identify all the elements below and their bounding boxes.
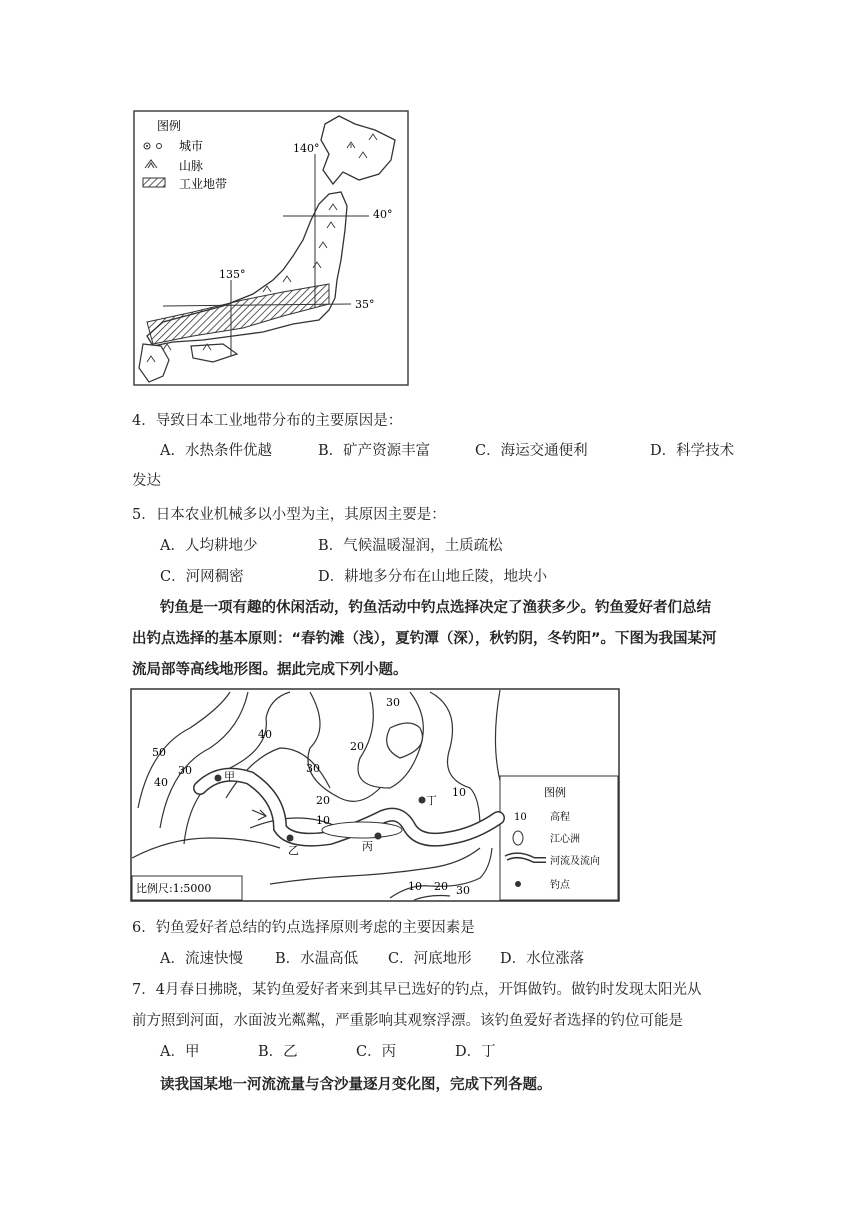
spot-yi-label: 乙 [288,844,299,857]
contour-label: 10 [408,880,422,893]
q7-option-d: D．丁 [455,1044,496,1060]
contour-label: 30 [386,696,400,709]
japan-map-figure [133,110,409,386]
spot-ding-label: 丁 [426,794,437,807]
spot-bing-marker [375,833,382,840]
legend-mountain: 山脉 [179,159,204,173]
q7-stem-line1: 7．4月春日拂晓，某钓鱼爱好者来到其早已选好的钓点，开饵做钓。做钓时发现太阳光从 [132,982,702,998]
q4-option-d-cont: 发达 [132,473,161,489]
legend-city: 城市 [179,139,204,153]
q6-option-c: C．河底地形 [388,951,472,967]
q4-option-c: C．海运交通便利 [475,443,588,459]
q5-stem: 5．日本农业机械多以小型为主，其原因主要是： [132,507,446,523]
contour-label: 50 [152,746,166,759]
japan-map [133,110,409,386]
lat-40-label: 40° [373,208,393,221]
legend-island: 江心洲 [550,834,580,845]
spot-bing-label: 丙 [362,840,373,853]
q7-stem-line2: 前方照到河面，水面波光粼粼，严重影响其观察浮漂。该钓鱼爱好者选择的钓位可能是 [132,1013,683,1029]
lon-140-label: 140° [293,142,320,155]
river-island [322,822,402,838]
passage2: 读我国某地一河流流量与含沙量逐月变化图，完成下列各题。 [160,1077,552,1093]
spot-yi-marker [287,835,294,842]
contour-label: 40 [154,776,168,789]
q5-option-d: D．耕地多分布在山地丘陵，地块小 [318,569,548,585]
q7-option-a: A．甲 [160,1044,200,1060]
contour-map-figure [130,688,620,902]
q6-stem: 6．钓鱼爱好者总结的钓点选择原则考虑的主要因素是 [132,920,475,936]
q4-option-d: D．科学技术 [650,443,735,459]
q6-option-d: D．水位涨落 [500,951,585,967]
contour-label: 20 [434,880,448,893]
spot-ding-marker [419,797,426,804]
legend-elev-num: 10 [514,812,527,823]
contour-label: 20 [350,740,364,753]
contour-map [130,688,620,902]
contour-label: 30 [178,764,192,777]
legend-spot: 钓点 [550,880,570,891]
contour-label: 30 [306,762,320,775]
spot-jia-label: 甲 [224,770,235,783]
spot-legend-icon [515,881,521,887]
legend-elev: 高程 [550,812,570,823]
q4-option-a: A．水热条件优越 [160,443,272,459]
q5-option-c: C．河网稠密 [160,569,244,585]
industry-legend-swatch [143,178,165,187]
island-legend-icon [513,831,523,845]
q5-option-b: B．气候温暖湿润，土质疏松 [318,538,503,554]
contour-label: 30 [456,884,470,897]
contour-label: 10 [452,786,466,799]
q6-option-a: A．流速快慢 [160,951,243,967]
legend-title: 图例 [544,786,566,799]
passage1-line3: 流局部等高线地形图。据此完成下列小题。 [132,662,408,678]
q6-option-b: B．水温高低 [275,951,359,967]
contour-label: 10 [316,814,330,827]
passage1-line1: 钓鱼是一项有趣的休闲活动，钓鱼活动中钓点选择决定了渔获多少。钓鱼爱好者们总结 [160,600,711,616]
spot-jia-marker [215,775,222,782]
q4-option-b: B．矿产资源丰富 [318,443,431,459]
legend-industry: 工业地带 [179,177,228,191]
q7-option-b: B．乙 [258,1044,298,1060]
lat-35-label: 35° [355,298,375,311]
contour-label: 20 [316,794,330,807]
scale-label: 比例尺:1:5000 [136,882,212,895]
legend-title: 图例 [157,119,182,133]
legend-river: 河流及流向 [550,856,600,867]
lon-135-label: 135° [219,268,246,281]
passage1-line2: 出钓点选择的基本原则：“春钓滩（浅），夏钓潭（深），秋钓阴，冬钓阳”。下图为我国某河 [132,631,717,647]
q4-stem: 4．导致日本工业地带分布的主要原因是： [132,413,403,429]
q7-option-c: C．丙 [356,1044,397,1060]
q5-option-a: A．人均耕地少 [160,538,258,554]
contour-label: 40 [258,728,272,741]
